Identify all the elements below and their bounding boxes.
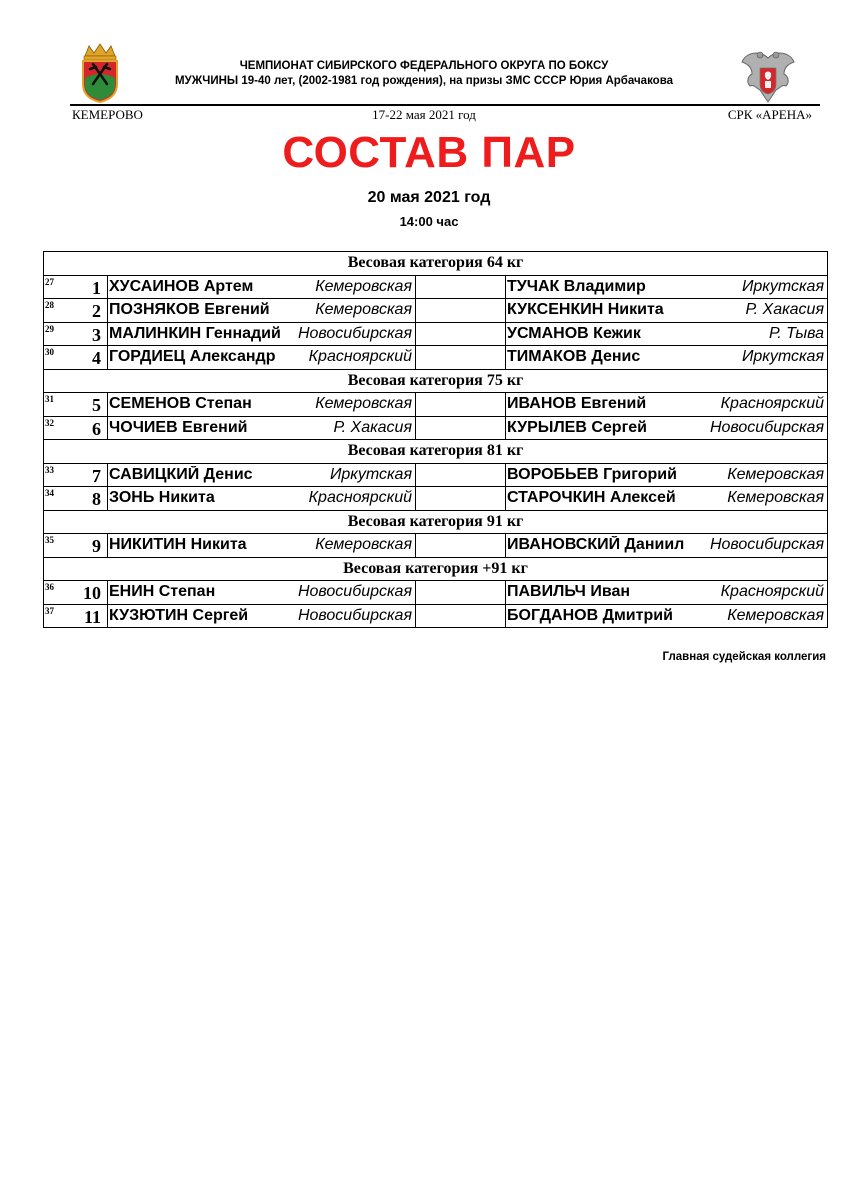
weight-category-label: Весовая категория 81 кг — [44, 440, 828, 464]
bout-number: 37 — [45, 605, 54, 616]
header-divider — [70, 104, 820, 106]
red-corner-cell — [108, 604, 416, 628]
blue-corner-cell — [506, 487, 828, 511]
pair-number-cell — [44, 534, 108, 558]
blue-corner-name: ПАВИЛЬЧ Иван — [507, 583, 631, 601]
red-corner-name: ЕНИН Степан — [109, 583, 216, 601]
blue-corner-name: ВОРОБЬЕВ Григорий — [507, 465, 677, 483]
pair-row — [44, 299, 828, 323]
pair-number-cell — [44, 581, 108, 605]
blue-corner-region: Новосибирская — [709, 536, 824, 554]
weight-category-row — [44, 440, 828, 464]
bout-number: 33 — [45, 464, 54, 475]
red-corner-cell — [108, 299, 416, 323]
pair-number-cell — [44, 416, 108, 440]
pair-number: 10 — [83, 583, 101, 603]
pair-number: 9 — [92, 536, 101, 556]
blue-corner-cell — [506, 416, 828, 440]
red-corner-region: Кемеровская — [315, 395, 412, 413]
blue-corner-name: БОГДАНОВ Дмитрий — [507, 606, 673, 624]
blue-corner-cell — [506, 604, 828, 628]
pair-row — [44, 346, 828, 370]
red-corner-region: Новосибирская — [297, 324, 412, 342]
pair-number-cell — [44, 393, 108, 417]
pair-row — [44, 534, 828, 558]
red-corner-cell — [108, 275, 416, 299]
pair-number: 11 — [83, 606, 101, 627]
blue-corner-region: Р. Тыва — [769, 324, 824, 342]
red-corner-region: Кемеровская — [315, 536, 412, 554]
red-corner-cell — [108, 487, 416, 511]
result-cell — [416, 581, 506, 605]
bout-number: 28 — [45, 300, 54, 310]
weight-category-label: Весовая категория 75 кг — [44, 369, 828, 393]
bout-number: 34 — [45, 488, 54, 498]
blue-corner-region: Кемеровская — [727, 465, 824, 483]
blue-corner-region: Красноярский — [720, 583, 824, 601]
bout-number: 32 — [45, 417, 54, 428]
red-corner-cell — [108, 322, 416, 346]
pair-row — [44, 581, 828, 605]
result-cell — [416, 534, 506, 558]
blue-corner-cell — [506, 581, 828, 605]
pair-row — [44, 322, 828, 346]
pair-row — [44, 604, 828, 628]
weight-category-row — [44, 369, 828, 393]
red-corner-name: НИКИТИН Никита — [109, 536, 247, 554]
bout-number: 36 — [45, 582, 54, 592]
pair-number: 4 — [92, 348, 101, 368]
blue-corner-region: Иркутская — [741, 277, 824, 295]
weight-category-label: Весовая категория +91 кг — [44, 557, 828, 581]
weight-category-label: Весовая категория 64 кг — [44, 252, 828, 276]
red-corner-cell — [108, 393, 416, 417]
result-cell — [416, 487, 506, 511]
bout-number: 31 — [45, 394, 54, 404]
kemerovo-emblem-icon — [77, 42, 123, 104]
red-corner-region: Иркутская — [329, 465, 412, 483]
red-corner-name: КУЗЮТИН Сергей — [109, 606, 249, 624]
pair-number-cell — [44, 604, 108, 628]
pair-row — [44, 393, 828, 417]
blue-corner-name: УСМАНОВ Кежик — [507, 324, 641, 342]
pairs-table-body — [44, 252, 828, 628]
championship-title: ЧЕМПИОНАТ СИБИРСКОГО ФЕДЕРАЛЬНОГО ОКРУГА ПО БОКСУ — [239, 60, 609, 72]
bout-number: 27 — [45, 276, 54, 287]
red-corner-name: МАЛИНКИН Геннадий — [109, 324, 281, 342]
blue-corner-name: ИВАНОВ Евгений — [507, 395, 647, 413]
header-city: КЕМЕРОВО — [72, 107, 143, 122]
boxing-federation-emblem-icon — [738, 46, 798, 106]
blue-corner-name: СТАРОЧКИН Алексей — [507, 489, 676, 507]
blue-corner-cell — [506, 534, 828, 558]
header-venue: СРК «АРЕНА» — [727, 107, 812, 122]
pair-row — [44, 416, 828, 440]
blue-corner-cell — [506, 463, 828, 487]
red-corner-region: Новосибирская — [297, 606, 412, 624]
pair-row — [44, 463, 828, 487]
pair-number: 1 — [92, 277, 101, 298]
pair-number-cell — [44, 487, 108, 511]
blue-corner-name: КУРЫЛЕВ Сергей — [507, 418, 647, 436]
blue-corner-cell — [506, 322, 828, 346]
pair-number: 6 — [92, 418, 101, 439]
pairs-table — [43, 251, 828, 628]
weight-category-row — [44, 510, 828, 534]
judges-panel-note: Главная судейская коллегия — [662, 651, 826, 663]
weight-category-row — [44, 252, 828, 276]
blue-corner-cell — [506, 346, 828, 370]
red-corner-name: СЕМЕНОВ Степан — [109, 395, 252, 413]
pair-number: 3 — [92, 324, 101, 345]
red-corner-name: ЗОНЬ Никита — [109, 489, 215, 507]
blue-corner-cell — [506, 299, 828, 323]
blue-corner-region: Р. Хакасия — [745, 301, 824, 319]
pair-number-cell — [44, 346, 108, 370]
page-title: СОСТАВ ПАР — [282, 128, 576, 177]
blue-corner-name: ИВАНОВСКИЙ Даниил — [507, 536, 685, 554]
red-corner-name: ЧОЧИЕВ Евгений — [109, 418, 248, 436]
red-corner-cell — [108, 416, 416, 440]
red-corner-name: САВИЦКИЙ Денис — [109, 465, 253, 483]
header-dates: 17-22 мая 2021 год — [372, 107, 476, 122]
bout-number: 35 — [45, 535, 54, 545]
red-corner-region: Р. Хакасия — [333, 418, 412, 436]
blue-corner-cell — [506, 275, 828, 299]
result-cell — [416, 299, 506, 323]
weight-category-row — [44, 557, 828, 581]
blue-corner-region: Новосибирская — [709, 418, 824, 436]
championship-subtitle: МУЖЧИНЫ 19-40 лет, (2002-1981 год рождения), на призы ЗМС СССР Юрия Арбачакова — [174, 75, 674, 87]
result-cell — [416, 275, 506, 299]
pair-number-cell — [44, 299, 108, 323]
red-corner-name: ХУСАИНОВ Артем — [109, 277, 254, 295]
pair-number-cell — [44, 463, 108, 487]
red-corner-cell — [108, 346, 416, 370]
red-corner-region: Кемеровская — [315, 277, 412, 295]
result-cell — [416, 393, 506, 417]
blue-corner-name: КУКСЕНКИН Никита — [507, 301, 664, 319]
blue-corner-name: ТИМАКОВ Денис — [507, 348, 641, 366]
blue-corner-name: ТУЧАК Владимир — [507, 277, 646, 295]
red-corner-name: ПОЗНЯКОВ Евгений — [109, 301, 270, 319]
pair-number-cell — [44, 275, 108, 299]
red-corner-region: Новосибирская — [297, 583, 412, 601]
blue-corner-region: Кемеровская — [727, 606, 824, 624]
pair-number: 2 — [92, 301, 101, 321]
pair-number-cell — [44, 322, 108, 346]
bout-number: 30 — [45, 347, 54, 357]
result-cell — [416, 463, 506, 487]
pair-number: 7 — [92, 465, 101, 486]
blue-corner-cell — [506, 393, 828, 417]
pair-row — [44, 275, 828, 299]
blue-corner-region: Кемеровская — [727, 489, 824, 507]
result-cell — [416, 322, 506, 346]
red-corner-region: Красноярский — [308, 489, 412, 507]
weight-category-label: Весовая категория 91 кг — [44, 510, 828, 534]
result-cell — [416, 604, 506, 628]
pair-number: 8 — [92, 489, 101, 509]
blue-corner-region: Иркутская — [741, 348, 824, 366]
pair-row — [44, 487, 828, 511]
result-cell — [416, 346, 506, 370]
red-corner-cell — [108, 581, 416, 605]
blue-corner-region: Красноярский — [720, 395, 824, 413]
event-time: 14:00 час — [399, 214, 459, 229]
red-corner-cell — [108, 534, 416, 558]
red-corner-name: ГОРДИЕЦ Александр — [109, 348, 276, 366]
result-cell — [416, 416, 506, 440]
event-date: 20 мая 2021 год — [367, 189, 491, 206]
bout-number: 29 — [45, 323, 54, 334]
red-corner-region: Красноярский — [308, 348, 412, 366]
red-corner-cell — [108, 463, 416, 487]
red-corner-region: Кемеровская — [315, 301, 412, 319]
pair-number: 5 — [92, 395, 101, 415]
